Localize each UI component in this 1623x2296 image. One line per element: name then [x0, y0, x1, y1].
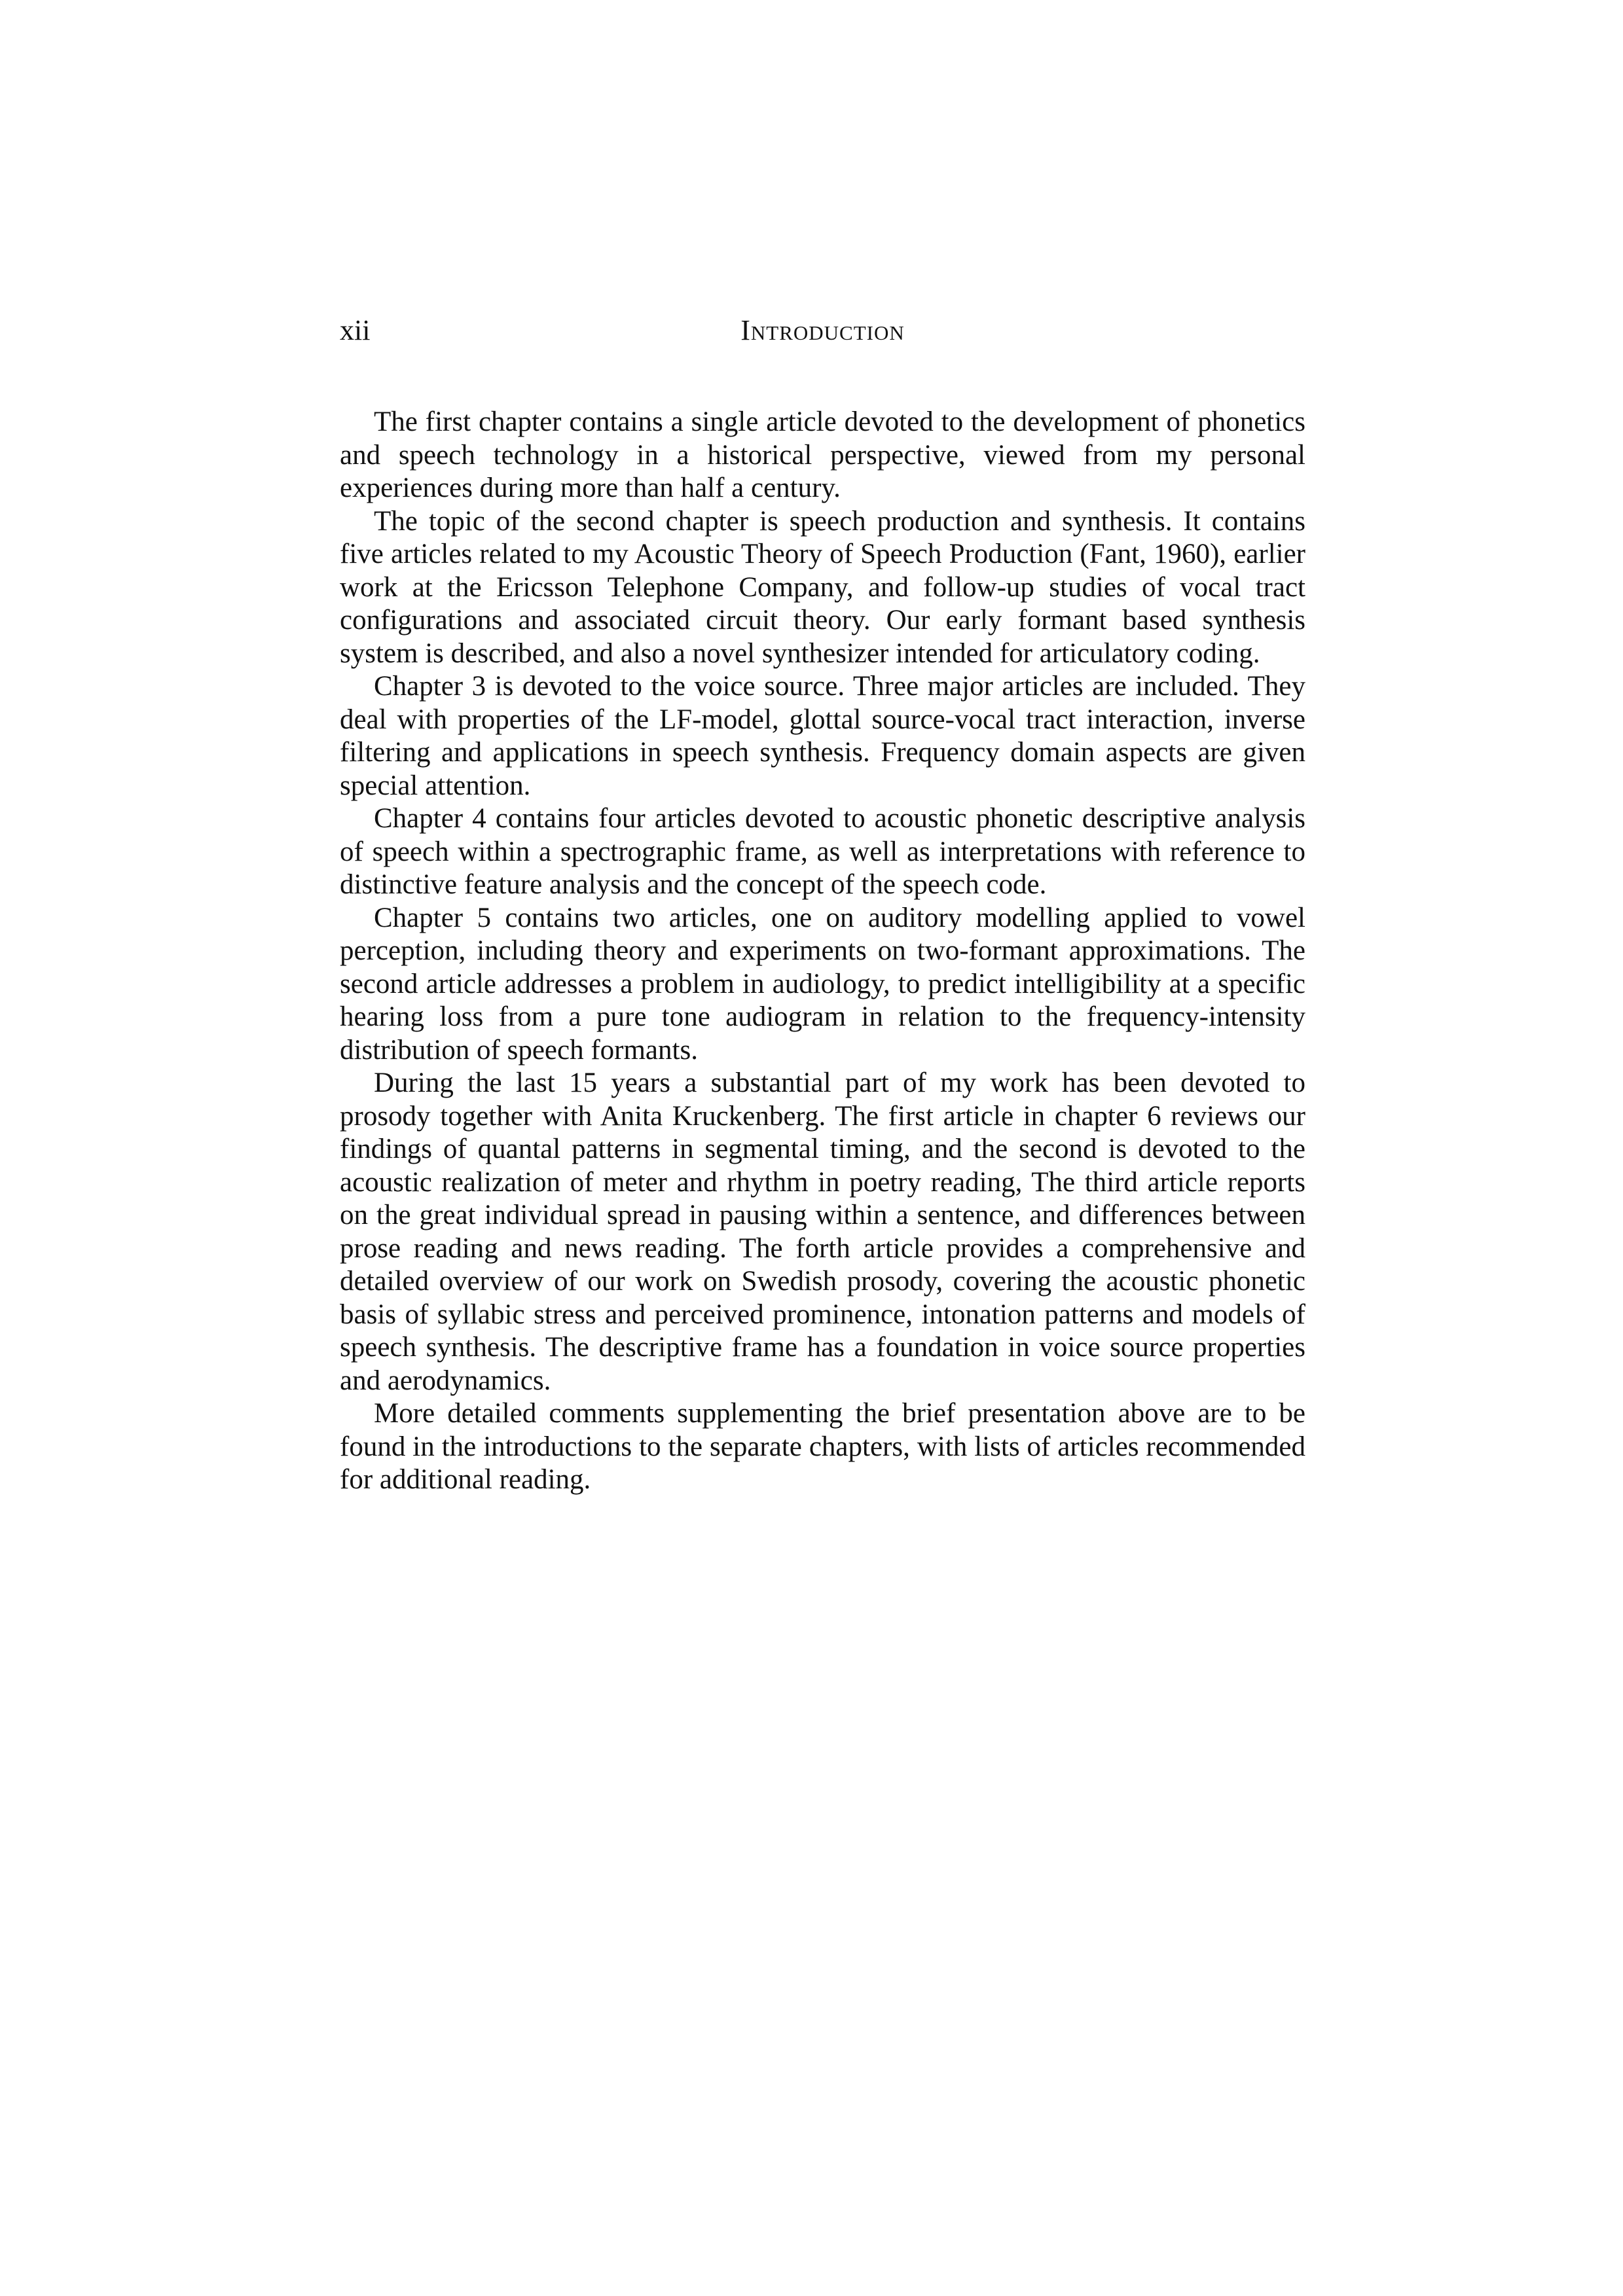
- running-title: Introduction: [740, 314, 905, 346]
- paragraph-chapter-6: During the last 15 years a substantial part of my work has been devoted to prosody together with Anita Kruckenberg. The first article in chapter 6 reviews our findings of quantal patterns in segmental timing, and the second is devoted to the acoustic realization of meter and rhythm in poetry reading, The third article reports on the great individual spread in pausing within a sentence, and differences between prose reading and news reading. The forth article provides a comprehensive and detailed overview of our work on Swedish prosody, covering the acoustic phonetic basis of syllabic stress and perceived prominence, intonation patterns and models of speech synthesis. The descriptive frame has a foundation in voice source properties and aerodynamics.: [340, 1067, 1305, 1396]
- body-text: [340, 406, 1305, 1497]
- paragraph-closing: More detailed comments supplementing the brief presentation above are to be found in the introductions to the separate chapters, with lists of articles recommended for additional reading.: [340, 1398, 1305, 1495]
- paragraph-chapter-2: The topic of the second chapter is speech production and synthesis. It contains five articles related to my Acoustic Theory of Speech Production (Fant, 1960), earlier work at the Ericsson Telephone Company, and follow-up studies of vocal tract configurations and associated circuit theory. Our early formant based synthesis system is described, and also a novel synthesizer intended for articulatory coding.: [340, 505, 1305, 669]
- paragraph-chapter-4: Chapter 4 contains four articles devoted to acoustic phonetic descriptive analysis of speech within a spectrographic frame, as well as interpretations with reference to distinctive feature analysis and the concept of the speech code.: [340, 803, 1305, 900]
- paragraph-chapter-5: Chapter 5 contains two articles, one on auditory modelling applied to vowel perception, including theory and experiments on two-formant approximations. The second article addresses a problem in audiology, to predict intelligibility at a specific hearing loss from a pure tone audiogram in relation to the frequency-intensity distribution of speech formants.: [340, 902, 1305, 1066]
- paragraph-chapter-1: The first chapter contains a single article devoted to the development of phonetics and speech technology in a historical perspective, viewed from my personal experiences during more than half a century.: [340, 406, 1305, 503]
- page-number: xii: [340, 314, 371, 346]
- page-header: [340, 308, 1305, 353]
- paragraph-chapter-3: Chapter 3 is devoted to the voice source. Three major articles are included. They deal with properties of the LF-model, glottal source-vocal tract interaction, inverse filtering and applications in speech synthesis. Frequency domain aspects are given special attention.: [340, 671, 1305, 801]
